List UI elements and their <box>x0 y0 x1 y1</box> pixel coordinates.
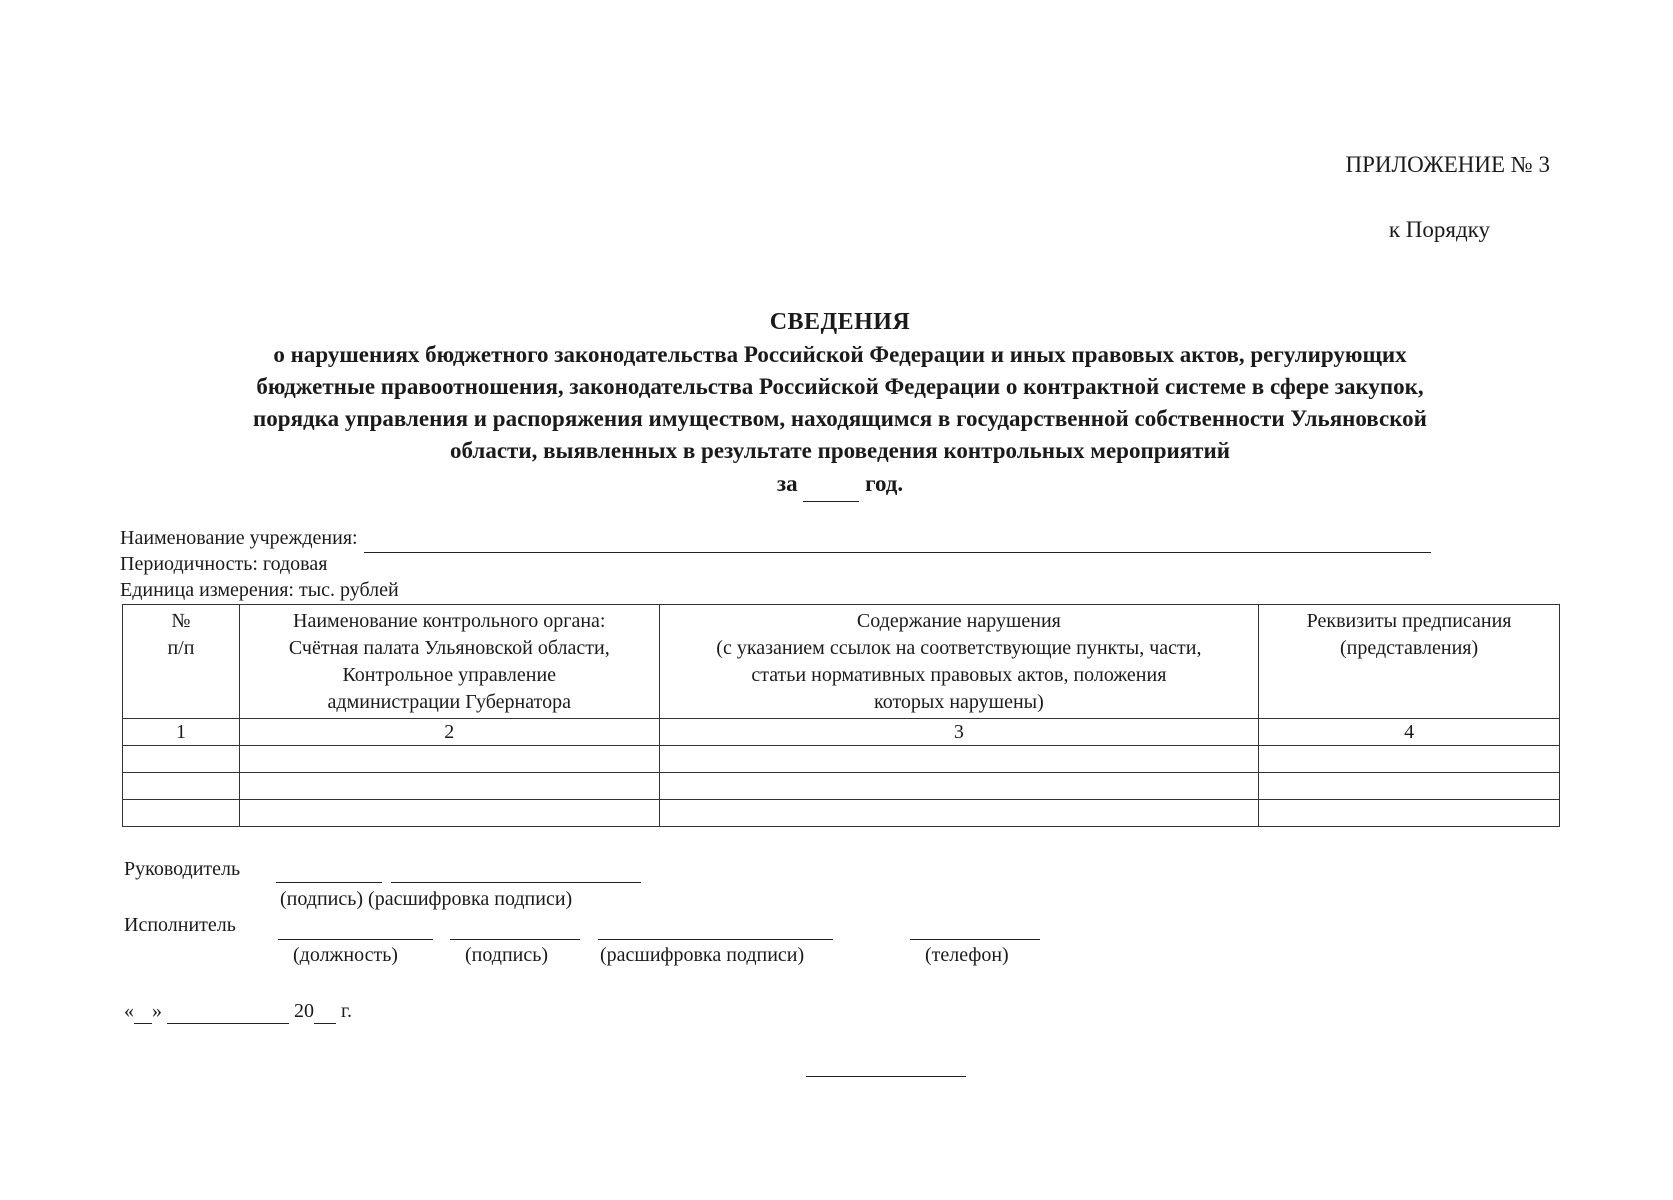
subtitle-line-1: о нарушениях бюджетного законодательства Российской Федерации и иных правовых актов, регулирующих <box>273 342 1407 367</box>
head-label: Руководитель <box>124 858 241 880</box>
head-name-line[interactable] <box>391 882 641 883</box>
period-suffix: год. <box>865 471 904 496</box>
table-header-row <box>123 605 1560 719</box>
caption-name: (расшифровка подписи) <box>600 944 805 966</box>
header-control-body: Наименование контрольного органа: Счётная палата Ульяновской области, Контрольное управление администрации Губернатора <box>239 605 659 719</box>
header-number: № п/п <box>123 605 240 719</box>
institution-row <box>120 527 1431 551</box>
period-prefix: за <box>776 471 798 496</box>
annex-reference: к Порядку <box>1388 217 1490 242</box>
table-cell[interactable] <box>239 773 659 800</box>
table-row <box>123 773 1560 800</box>
table-cell[interactable] <box>659 773 1259 800</box>
head-captions: (подпись) (расшифровка подписи) <box>280 888 573 910</box>
executor-label: Исполнитель <box>124 914 236 936</box>
table-cell[interactable] <box>123 773 240 800</box>
table-cell[interactable] <box>1259 773 1560 800</box>
month-blank-field[interactable] <box>167 1000 289 1024</box>
caption-signature: (подпись) <box>465 944 549 966</box>
column-number-3: 3 <box>659 719 1259 746</box>
table-cell[interactable] <box>1259 800 1560 827</box>
unit-of-measure: Единица измерения: тыс. рублей <box>120 579 399 601</box>
subtitle-line-2: бюджетные правоотношения, законодательства Российской Федерации о контрактной системе в сфере закупок, <box>256 374 1424 399</box>
table-cell[interactable] <box>239 746 659 773</box>
table-cell[interactable] <box>659 746 1259 773</box>
date-year-prefix: 20 <box>294 1000 314 1022</box>
executor-position-line[interactable] <box>278 939 433 940</box>
date-open-quote: « <box>124 1000 134 1022</box>
document-title-block <box>100 305 1580 502</box>
table-cell[interactable] <box>123 800 240 827</box>
date-close-quote: » <box>152 1000 162 1022</box>
column-number-1: 1 <box>123 719 240 746</box>
table-cell[interactable] <box>123 746 240 773</box>
institution-name-field[interactable] <box>364 529 1431 553</box>
subtitle-line-4: области, выявленных в результате проведения контрольных мероприятий <box>450 438 1230 463</box>
date-line <box>124 1000 352 1024</box>
report-period <box>100 467 1580 502</box>
table-row <box>123 800 1560 827</box>
table-cell[interactable] <box>1259 746 1560 773</box>
date-year-suffix: г. <box>341 1000 352 1022</box>
year-blank-field[interactable] <box>803 467 859 502</box>
table-cell[interactable] <box>659 800 1259 827</box>
table-row <box>123 746 1560 773</box>
violations-table <box>122 604 1560 827</box>
header-violation-content: Содержание нарушения (с указанием ссылок на соответствующие пункты, части, статьи нормативных правовых актов, положения которых нарушены) <box>659 605 1259 719</box>
caption-phone: (телефон) <box>925 944 1009 966</box>
head-signature-line[interactable] <box>276 882 382 883</box>
column-number-2: 2 <box>239 719 659 746</box>
document-title: СВЕДЕНИЯ <box>769 309 911 335</box>
caption-position: (должность) <box>293 944 398 966</box>
year-suffix-blank-field[interactable] <box>314 1000 336 1024</box>
day-blank-field[interactable] <box>134 1000 152 1024</box>
subtitle-line-3: порядка управления и распоряжения имуществом, находящимся в государственной собственности Ульяновской <box>253 406 1427 431</box>
closing-separator-line <box>806 1076 966 1077</box>
table-cell[interactable] <box>239 800 659 827</box>
periodicity: Периодичность: годовая <box>120 553 328 575</box>
annex-number: ПРИЛОЖЕНИЕ № 3 <box>1345 152 1550 177</box>
executor-signature-line[interactable] <box>450 939 580 940</box>
executor-name-line[interactable] <box>598 939 833 940</box>
header-order-details: Реквизиты предписания (представления) <box>1259 605 1560 719</box>
executor-phone-line[interactable] <box>910 939 1040 940</box>
column-number-4: 4 <box>1259 719 1560 746</box>
institution-label: Наименование учреждения: <box>120 527 358 549</box>
table-column-numbers-row <box>123 719 1560 746</box>
